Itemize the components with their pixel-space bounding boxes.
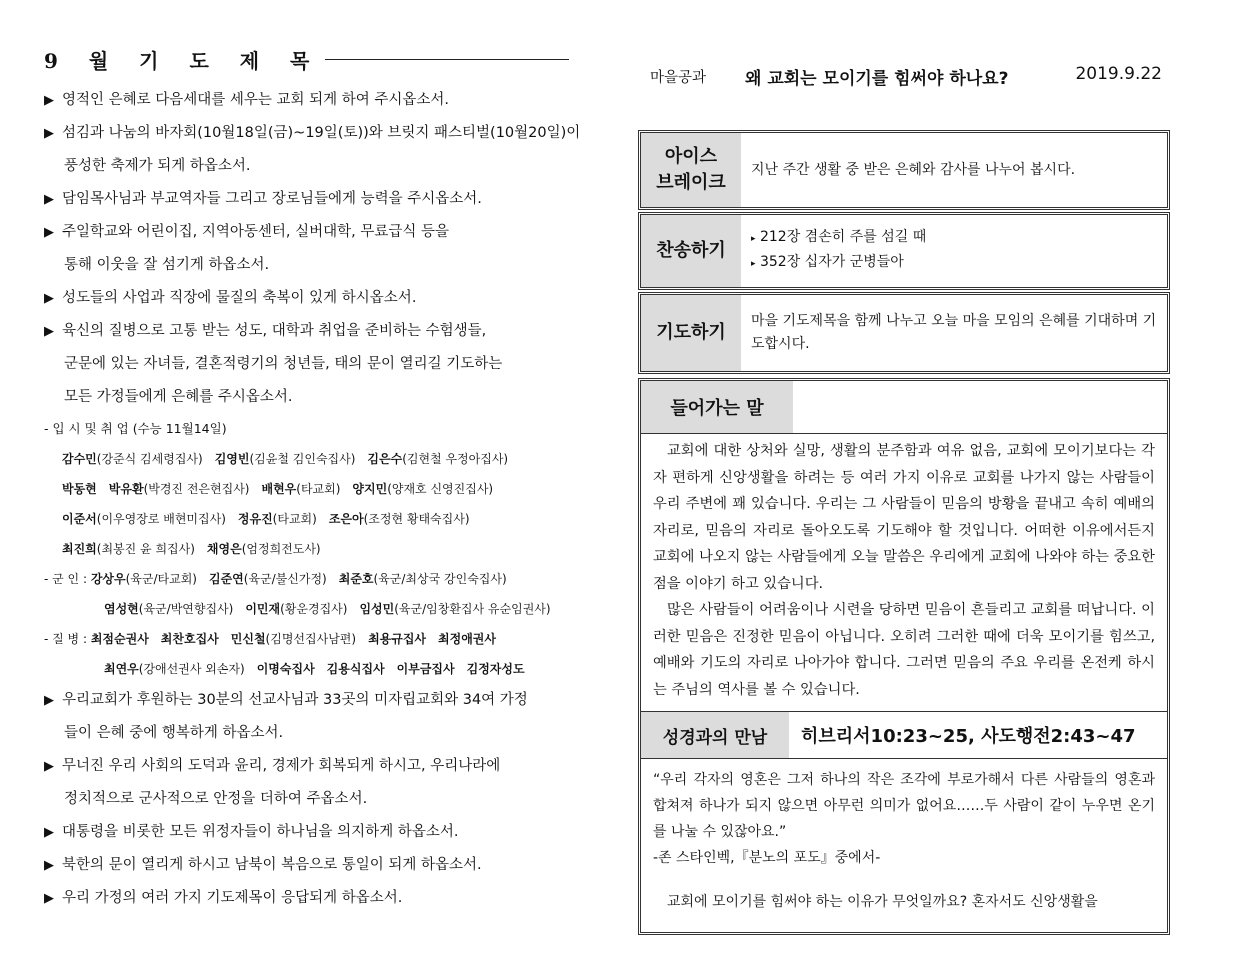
military-label: - 군 인 : [44,572,91,586]
prayer-item-text: 군문에 있는 자녀들, 결혼적령기의 청년들, 태의 문이 열리길 기도하는 [64,356,503,372]
person-name: 염성현 [104,602,139,616]
bullet-icon: ▶ [44,858,54,873]
prayer-topics-title: 9 월 기 도 제 목 [44,48,322,73]
person-note: (육군/박연향집사) [138,602,234,616]
lesson-title: 왜 교회는 모이기를 힘써야 하나요? [745,69,1009,89]
prayer-item-text: 담임목사님과 부교역자들 그리고 장로님들에게 능력을 주시옵소서. [62,191,482,207]
person-name: 최진희 [62,542,97,556]
person-note: (육군/타교회) [125,572,197,586]
prayer-item-text: 우리 가정의 여러 가지 기도제목이 응답되게 하옵소서. [62,890,403,906]
exam-row [44,504,579,534]
prayer-items-top [44,84,579,414]
prayer-item-text: 정치적으로 군사적으로 안정을 더하여 주옵소서. [64,791,368,807]
person-name: 김용식집사 [326,662,385,676]
bible-quote-section [641,759,1167,915]
prayer-item-text: 영적인 은혜로 다음세대를 세우는 교회 되게 하여 주시옵소서. [62,92,450,108]
bullet-icon: ▶ [44,192,54,207]
person-name: 최연우 [104,662,139,676]
prayer-topics-header [44,44,579,74]
person-note: (김현철 우정아집사) [402,452,509,466]
icebreak-text: 지난 주간 생활 중 받은 은혜와 감사를 나누어 봅시다. [751,161,1076,178]
bullet-icon: ▶ [44,93,54,108]
intro-text [641,434,1167,703]
prayer-item-text: 대통령을 비롯한 모든 위정자들이 하나님을 의지하게 하옵소서. [62,824,459,840]
prayer-item-line [44,849,579,882]
person-note: (박경진 전은현집사) [143,482,250,496]
intro-header [641,381,1167,434]
person-name: 이부금집사 [396,662,455,676]
prayer-item-line [44,684,579,717]
exam-header: - 입 시 및 취 업 (수능 11월14일) [44,421,227,436]
person-name: 이명숙집사 [256,662,315,676]
person-note: (엄정희전도사) [241,542,321,556]
prayer-box [640,294,1168,372]
prayer-topics-column [44,44,579,915]
intro-label: 들어가는 말 [641,381,793,433]
lesson-category: 마을공과 [650,70,707,86]
person-name: 강상우 [90,572,126,586]
exam-row [44,474,579,504]
exam-row [44,444,579,474]
person-note: (강애선권사 외손자) [138,662,245,676]
lesson-header [650,62,1170,92]
person-note: (육군/불신가정) [243,572,327,586]
person-name: 최찬호집사 [160,632,219,646]
lesson-body [640,380,1168,933]
prayer-item-line [44,183,579,216]
person-name: 김영빈 [214,452,250,466]
bullet-icon: ▶ [44,291,54,306]
prayer-item-text: 들이 은혜 중에 행복하게 하옵소서. [64,725,284,741]
person-name: 최용규집사 [368,632,427,646]
person-note: (최봉진 윤 희집사) [96,542,195,556]
person-note: (육군/임창환집사 유순임권사) [394,602,551,616]
person-name: 최정애권사 [438,632,496,646]
hymn-item: 352장 십자가 군병들아 [759,254,904,270]
person-name: 최준호 [338,572,374,586]
bullet-icon: ▶ [44,693,54,708]
person-name: 정유진 [237,512,273,526]
illness-row-2 [44,654,579,684]
person-name: 김정자성도 [466,662,525,676]
prayer-item-line [44,348,579,381]
person-name: 최점순권사 [90,632,149,646]
bullet-icon: ▶ [44,324,54,339]
bullet-icon: ▶ [44,825,54,840]
person-note: (황운경집사) [280,602,348,616]
prayer-item-line [44,882,579,915]
person-note: (김명선집사남편) [265,632,357,646]
prayer-item-line [44,717,579,750]
prayer-item-text: 섬김과 나눔의 바자회(10월18일(금)~19일(토))와 브릿지 패스티벌(10월20일)이 [62,125,581,141]
intro-paragraph-1: 교회에 대한 상처와 실망, 생활의 분주함과 여유 없음, 교회에 모이기보다는 각자 편하게 신앙생활을 하려는 등 여러 가지 이유로 교회를 나가지 않는 사람들이 우리 주변에 꽤 있습니다. 우리는 그 사람들이 믿음의 방황을 끝내고 속히 예배의 자리로, 믿음의 자리로 돌아오도록 기도해야 할 것입니다. 어떠한 이유에서든지 교회에 나오지 않는 사람들에게 오늘 말씀은 우리에게 교회에 나와야 하는 중요한 점을 이야기 하고 있습니다. [653,443,1155,592]
person-name: 채영은 [206,542,242,556]
bullet-icon: ▶ [44,891,54,906]
prayer-item-line [44,150,579,183]
prayer-item-line [44,750,579,783]
person-name: 김은수 [367,452,403,466]
exam-names [44,444,579,564]
quote-source: -존 스타인벡,『분노의 포도』중에서- [653,850,881,866]
person-name: 이민재 [245,602,281,616]
person-note: (이우영장로 배현미집사) [96,512,226,526]
military-row-2 [44,594,579,624]
prayer-item-text: 무너진 우리 사회의 도덕과 윤리, 경제가 회복되게 하시고, 우리나라에 [62,758,501,774]
person-note: (타교회) [296,482,341,496]
bible-continuation: 교회에 모이기를 힘써야 하는 이유가 무엇일까요? 혼자서도 신앙생활을 [667,894,1098,910]
prayer-item-text: 주일학교와 어린이집, 지역아동센터, 실버대학, 무료급식 등을 [62,224,450,240]
prayer-item-line [44,315,579,348]
military-row-1 [44,564,579,594]
prayer-item-text: 북한의 문이 열리게 하시고 남북이 복음으로 통일이 되게 하옵소서. [62,857,482,873]
prayer-item-line [44,84,579,117]
person-name: 양지민 [352,482,388,496]
icebreak-box [640,132,1168,208]
person-name: 민신철 [230,632,266,646]
prayer-label: 기도하기 [641,295,741,371]
lesson-date: 2019.9.22 [1075,64,1162,84]
bible-label: 성경과의 만남 [641,712,789,758]
person-name: 배현우 [261,482,297,496]
person-name: 감수민 [62,452,97,466]
prayer-item-line [44,216,579,249]
person-note: (육군/최상국 강인숙집사) [373,572,507,586]
illness-label: - 질 병 : [44,632,91,646]
illness-row-1 [44,624,579,654]
person-name: 박동현 [62,482,97,496]
quote-text: “우리 각자의 영혼은 그저 하나의 작은 조각에 부로가해서 다른 사람들의 영혼과 합쳐져 하나가 되지 않으면 아무런 의미가 없어요……두 사람이 같이 누우면 온기를 나눌 수 있잖아요.” [653,772,1155,840]
person-note: (조정현 황태숙집사) [363,512,470,526]
bible-header [641,711,1167,759]
person-name: 조은아 [328,512,364,526]
person-name: 이준서 [62,512,97,526]
prayer-item-text: 성도들의 사업과 직장에 물질의 축복이 있게 하시옵소서. [62,290,417,306]
person-name: 임성민 [359,602,395,616]
person-name: 박유환 [108,482,144,496]
person-name: 김준연 [208,572,244,586]
intro-paragraph-2: 많은 사람들이 어려움이나 시련을 당하면 믿음이 흔들리고 교회를 떠납니다. 이러한 믿음은 진정한 믿음이 아닙니다. 오히려 그러한 때에 더욱 모이기를 힘쓰고, 예배와 기도의 자리로 나아가야 합니다. 그러면 믿음의 주요 우리를 온전케 하시는 주님의 역사를 볼 수 있습니다. [653,602,1155,698]
prayer-text: 마을 기도제목을 함께 나누고 오늘 마을 모임의 은혜를 기대하며 기도합시다. [751,313,1157,352]
prayer-item-text: 육신의 질병으로 고통 받는 성도, 대학과 취업을 준비하는 수험생들, [62,323,487,339]
prayer-item-text: 모든 가정들에게 은혜를 주시옵소서. [64,389,293,405]
person-note: (김윤철 김인숙집사) [249,452,356,466]
prayer-item-line [44,282,579,315]
bullet-icon: ▶ [44,225,54,240]
icebreak-label: 아이스 브레이크 [641,133,741,207]
person-note: (강준식 김세령집사) [96,452,203,466]
hymn-label: 찬송하기 [641,215,741,287]
prayer-item-text: 통해 이웃을 잘 섬기게 하옵소서. [64,257,270,273]
title-rule [325,59,569,60]
bible-reference: 히브리서10:23~25, 사도행전2:43~47 [801,726,1136,747]
hymn-list: ▸ 212장 겸손히 주를 섬길 때 ▸ 352장 십자가 군병들아 [751,229,927,270]
person-note: (타교회) [272,512,317,526]
prayer-item-line [44,117,579,150]
prayer-item-line [44,249,579,282]
exam-row [44,534,579,564]
hymn-item: 212장 겸손히 주를 섬길 때 [759,229,927,245]
prayer-item-line [44,783,579,816]
prayer-items-bottom [44,684,579,915]
prayer-item-line [44,381,579,414]
prayer-item-text: 풍성한 축제가 되게 하옵소서. [64,158,251,174]
person-note: (양재호 신영진집사) [387,482,494,496]
bullet-icon: ▶ [44,126,54,141]
prayer-item-line [44,816,579,849]
bullet-icon: ▶ [44,759,54,774]
prayer-item-text: 우리교회가 후원하는 30분의 선교사님과 33곳의 미자립교회와 34여 가정 [62,692,528,708]
hymn-box [640,214,1168,288]
